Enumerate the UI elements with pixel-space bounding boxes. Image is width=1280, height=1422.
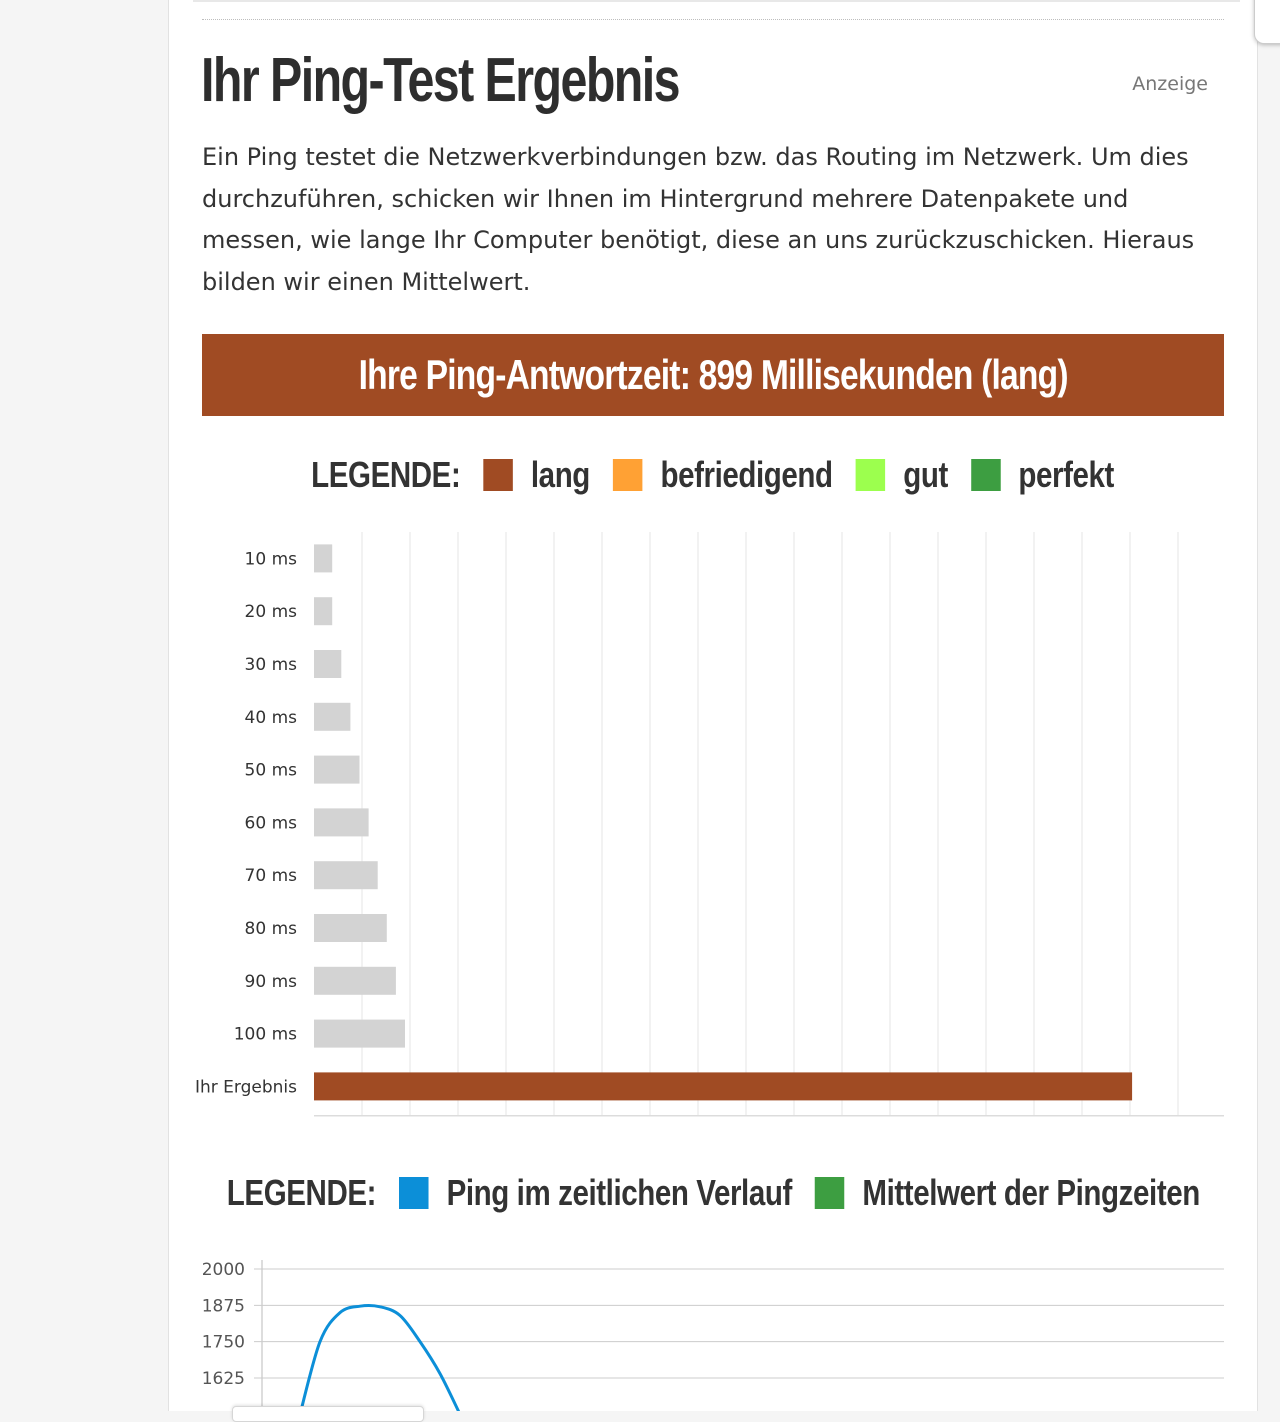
- legend-label-perfekt: perfekt: [1018, 454, 1115, 495]
- legend-swatch-befriedigend: [613, 459, 643, 491]
- legend-swatch-ping-verlauf: [399, 1177, 429, 1209]
- legend-item-perfekt: [971, 454, 1114, 496]
- legend-item-mittelwert: [815, 1172, 1200, 1214]
- bar: [314, 703, 350, 731]
- ping-history-line-chart: [180, 1250, 1240, 1411]
- tooltip-popup: [232, 1406, 424, 1422]
- bar: [314, 1072, 1132, 1100]
- history-legend: [202, 1168, 1224, 1218]
- legend-label-lang: lang: [531, 454, 591, 495]
- y-tick-label: 1750: [201, 1332, 245, 1353]
- category-label: 30 ms: [244, 655, 297, 675]
- legend-item-lang: [484, 454, 591, 496]
- bar: [314, 756, 360, 784]
- ad-label: Anzeige: [1132, 73, 1208, 95]
- result-banner-text: Ihre Ping-Antwortzeit: 899 Millisekunden (lang): [358, 351, 1068, 398]
- scroll-handle[interactable]: [1254, 0, 1280, 44]
- legend-item-gut: [856, 454, 948, 496]
- category-label: 100 ms: [233, 1024, 297, 1045]
- legend-label-ping-verlauf: Ping im zeitlichen Verlauf: [446, 1172, 792, 1213]
- bar: [314, 808, 369, 836]
- legend-label-befriedigend: befriedigend: [660, 454, 834, 495]
- category-label: 80 ms: [244, 919, 297, 939]
- speed-legend: [202, 450, 1224, 500]
- result-banner: [202, 334, 1224, 416]
- page-title: Ihr Ping-Test Ergebnis: [201, 46, 679, 115]
- dotted-divider: [202, 19, 1224, 20]
- y-tick-label: 2000: [201, 1260, 245, 1280]
- bar: [314, 1020, 405, 1048]
- category-label: 20 ms: [244, 602, 297, 623]
- category-label: 10 ms: [244, 549, 297, 570]
- bar: [314, 914, 387, 942]
- legend-swatch-gut: [856, 459, 886, 491]
- legend-item-ping-verlauf: [399, 1172, 792, 1214]
- legend-swatch-lang: [484, 459, 514, 491]
- category-label: 70 ms: [244, 866, 297, 887]
- bar: [314, 650, 341, 678]
- top-edge: [193, 0, 1240, 2]
- bar: [314, 967, 396, 995]
- legend-swatch-mittelwert: [815, 1177, 845, 1209]
- ping-comparison-bar-chart: [180, 528, 1240, 1138]
- ping-series-line: [300, 1306, 460, 1411]
- category-label: 60 ms: [244, 813, 297, 834]
- bar: [314, 861, 378, 889]
- legend-label-mittelwert: Mittelwert der Pingzeiten: [862, 1172, 1200, 1213]
- category-label: Ihr Ergebnis: [194, 1077, 297, 1098]
- bar: [314, 597, 332, 625]
- legend-label-gut: gut: [903, 454, 949, 495]
- y-tick-label: 1625: [201, 1368, 245, 1389]
- legend-swatch-perfekt: [971, 459, 1001, 491]
- category-label: 50 ms: [244, 760, 297, 781]
- legend-title: LEGENDE:: [311, 454, 461, 495]
- bar: [314, 544, 332, 572]
- legend-item-befriedigend: [613, 454, 833, 496]
- intro-paragraph: Ein Ping testet die Netzwerkverbindungen bzw. das Routing im Netzwerk. Um dies durchzuführen, schicken wir Ihnen im Hintergrund mehrere Datenpakete und messen, wie lange Ihr Computer benötigt, diese an uns zurückzuschicken. Hieraus bilden wir einen Mittelwert.: [202, 143, 1195, 296]
- y-tick-label: 1875: [201, 1296, 245, 1317]
- category-label: 40 ms: [244, 707, 297, 728]
- legend-title: LEGENDE:: [226, 1172, 376, 1213]
- category-label: 90 ms: [244, 971, 297, 992]
